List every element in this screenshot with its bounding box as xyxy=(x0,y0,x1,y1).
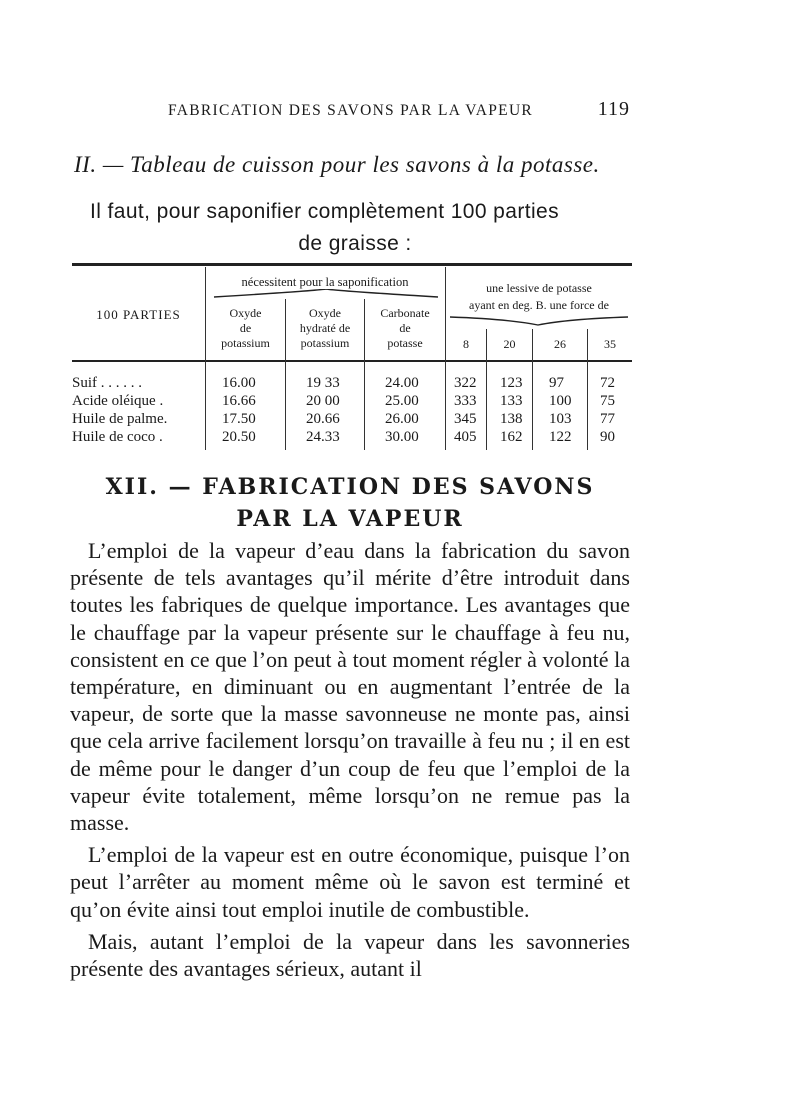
col-header-line: Oxyde xyxy=(229,306,262,320)
intro-line-1: Il faut, pour saponifier complètement 100 parties xyxy=(90,200,560,223)
cell: 97 xyxy=(549,375,564,391)
cell: 30.00 xyxy=(385,429,419,445)
cell: 345 xyxy=(454,411,477,427)
col-header-line: potasse xyxy=(387,336,423,350)
cell: 24.33 xyxy=(306,429,340,445)
cell: 322 xyxy=(454,375,477,391)
row-label: Acide oléique . xyxy=(72,393,164,409)
running-title: FABRICATION DES SAVONS PAR LA VAPEUR xyxy=(168,102,534,119)
paragraph: Mais, autant l’emploi de la vapeur dans les savonneries présente des avantages sérieux, autant il xyxy=(70,928,630,982)
cell: 103 xyxy=(549,411,572,427)
cell: 138 xyxy=(500,411,523,427)
saponification-table xyxy=(72,263,632,453)
cell: 16.00 xyxy=(222,375,256,391)
stub-header: 100 PARTIES xyxy=(96,307,181,322)
chapter-body xyxy=(70,537,630,982)
col-header-oxyde xyxy=(206,306,285,351)
cell: 25.00 xyxy=(385,393,419,409)
row-label: Suif . . . . . . xyxy=(72,375,143,391)
cell: 16.66 xyxy=(222,393,256,409)
cell: 77 xyxy=(600,411,615,427)
table-intro xyxy=(90,196,610,260)
cell: 122 xyxy=(549,429,572,445)
col-header-carbonate xyxy=(365,306,445,351)
col-header-line: potassium xyxy=(221,336,270,350)
col-header-line: hydraté de xyxy=(299,321,351,335)
group2-header-line1: une lessive de potasse xyxy=(486,281,592,295)
running-head xyxy=(70,98,630,126)
cell: 333 xyxy=(454,393,477,409)
cell: 162 xyxy=(500,429,523,445)
cell: 90 xyxy=(600,429,615,445)
paragraph: L’emploi de la vapeur d’eau dans la fabrication du savon présente de tels avantages qu’il mérite d’être introduit dans toutes les fabriques de quelque importance. Les avantages que le chauffage par la vapeur présente sur le chauffage à feu nu, consistent en ce que l’on peut à tout moment régler à volonté la température, en diminuant ou en augmentant l’entrée de la vapeur, de sorte que la masse savonneuse ne monte pas, ainsi que cela arrive facilement lorsqu’on travaille à feu nu ; il en est de même pour le danger d’un coup de feu que l’emploi de la vapeur évite totalement, même lorsqu’on ne remue pas la masse. xyxy=(70,538,630,836)
group-brace xyxy=(212,289,440,299)
cell: 133 xyxy=(500,393,523,409)
col-header-line: Oxyde xyxy=(309,306,341,320)
cell: 20.50 xyxy=(222,429,256,445)
col-header-line: potassium xyxy=(300,336,350,350)
cell: 19 33 xyxy=(306,375,340,391)
column-rule xyxy=(205,267,206,450)
cell: 17.50 xyxy=(222,411,256,427)
page-number: 119 xyxy=(597,98,630,120)
table-header-rule xyxy=(72,360,632,362)
degree-header: 35 xyxy=(604,337,616,351)
cell: 405 xyxy=(454,429,477,445)
cell: 123 xyxy=(500,375,523,391)
chapter-title-line-1: XII. — FABRICATION DES SAVONS xyxy=(105,474,595,500)
table-heading: II. — Tableau de cuisson pour les savons à la potasse. xyxy=(74,152,600,177)
degree-header: 8 xyxy=(463,337,469,351)
col-header-oxyde-hydrate xyxy=(286,306,364,351)
group1-header: nécessitent pour la saponification xyxy=(241,275,409,289)
degree-header: 26 xyxy=(554,337,566,351)
cell: 20.66 xyxy=(306,411,340,427)
row-label: Huile de palme. xyxy=(72,411,168,427)
table-top-rule xyxy=(72,263,632,266)
cell: 100 xyxy=(549,393,572,409)
group2-header-line2: ayant en deg. B. une force de xyxy=(469,298,609,312)
cell: 72 xyxy=(600,375,615,391)
chapter-title-line-2: PAR LA VAPEUR xyxy=(236,506,464,532)
col-header-line: de xyxy=(239,321,252,335)
paragraph: L’emploi de la vapeur est en outre économique, puisque l’on peut l’arrêter au moment même où le savon est terminé et qu’on évite ainsi tout emploi inutile de combustible. xyxy=(70,842,630,922)
cell: 20 00 xyxy=(306,393,340,409)
degree-header: 20 xyxy=(503,337,516,351)
group-brace xyxy=(448,315,630,327)
row-label: Huile de coco . xyxy=(72,429,163,445)
cell: 24.00 xyxy=(385,375,419,391)
col-header-line: Carbonate xyxy=(380,306,430,320)
cell: 75 xyxy=(600,393,615,409)
cell: 26.00 xyxy=(385,411,419,427)
intro-line-2: de graisse : xyxy=(298,232,412,255)
col-header-line: de xyxy=(399,321,411,335)
